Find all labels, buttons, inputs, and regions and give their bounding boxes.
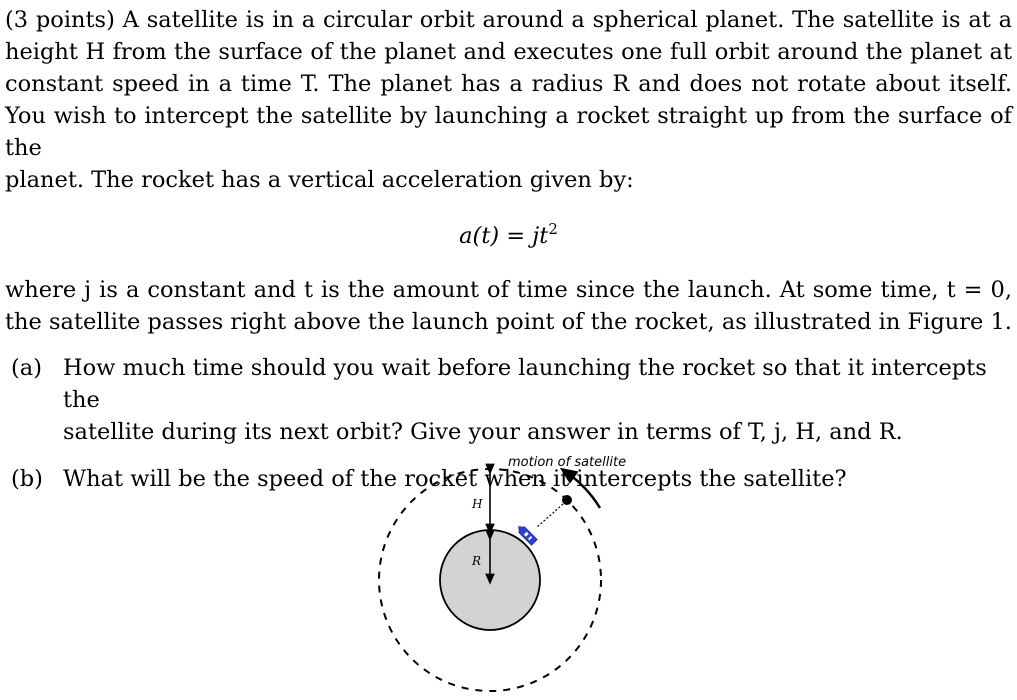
problem-page	[5, 4, 1012, 510]
context-line: the satellite passes right above the launch point of the rocket, as illustrated in Figure 1.	[5, 309, 1012, 335]
radius-label: R	[472, 554, 482, 568]
orbit-diagram	[360, 448, 660, 696]
part-label: (a)	[11, 355, 42, 381]
intro-line: height H from the surface of the planet and executes one full orbit around the planet at	[5, 39, 1012, 65]
acceleration-equation	[5, 220, 1012, 252]
intro-line: (3 points) A satellite is in a circular orbit around a spherical planet. The satellite is at a	[5, 7, 1012, 33]
part-label: (b)	[11, 466, 43, 492]
context-line: where j is a constant and t is the amount of time since the launch. At some time, t = 0,	[5, 277, 1012, 303]
problem-context	[5, 274, 1012, 338]
part-line: What will be the speed of the rocket when it intercepts the satellite?	[63, 466, 847, 492]
intro-line: You wish to intercept the satellite by launching a rocket straight up from the surface of the	[5, 103, 1012, 161]
rocket-trajectory	[536, 504, 563, 528]
part-line: satellite during its next orbit? Give your answer in terms of T, j, H, and R.	[63, 419, 903, 445]
part-text	[63, 352, 1012, 448]
satellite	[562, 495, 572, 505]
intro-line: constant speed in a time T. The planet has a radius R and does not rotate about itself.	[5, 71, 1012, 97]
orbit-figure	[360, 448, 660, 696]
motion-caption: motion of satellite	[508, 455, 627, 470]
height-label: H	[472, 497, 483, 511]
equation-exponent: 2	[548, 220, 558, 238]
part-line: How much time should you wait before launching the rocket so that it intercepts the	[63, 355, 987, 413]
intro-line: planet. The rocket has a vertical acceleration given by:	[5, 167, 634, 193]
equation-base: a(t) = jt	[459, 223, 549, 249]
problem-intro	[5, 4, 1012, 196]
question-part-a	[5, 352, 1012, 448]
